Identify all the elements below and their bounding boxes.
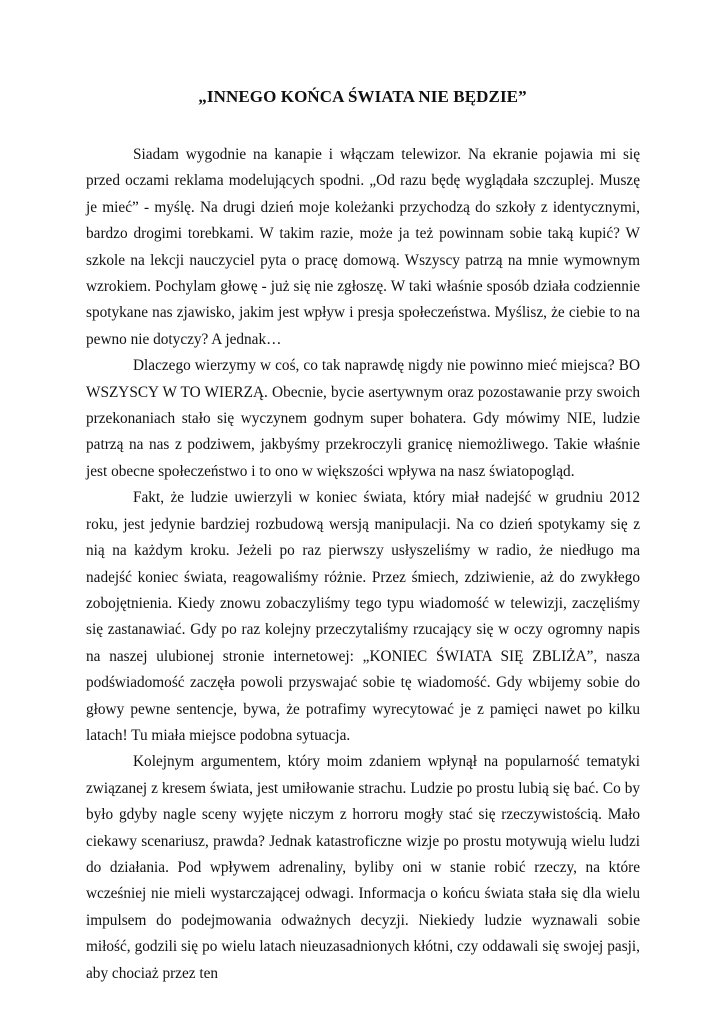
document-title: „INNEGO KOŃCA ŚWIATA NIE BĘDZIE”: [198, 87, 527, 106]
paragraph-2: Dlaczego wierzymy w coś, co tak naprawdę nigdy nie powinno mieć miejsca? BO WSZYSCY W TO WIERZĄ. Obecnie, bycie asertywnym oraz pozostawanie przy swoich przekonaniach stało się wyczynem godnym super bohatera. Gdy mówimy NIE, ludzie patrzą na nas z podziwem, jakbyśmy przekroczyli granicę niemożliwego. Takie właśnie jest obecne społeczeństwo i to ono w większości wpływa na nasz światopogląd.: [86, 357, 640, 480]
document-body: [86, 142, 640, 987]
paragraph-3: Fakt, że ludzie uwierzyli w koniec świata, który miał nadejść w grudniu 2012 roku, jest jedynie bardziej rozbudową wersją manipulacji. Na co dzień spotykamy się z nią na każdym kroku. Jeżeli po raz pierwszy usłyszeliśmy w radio, że niedługo ma nadejść koniec świata, reagowaliśmy różnie. Przez śmiech, zdziwienie, aż do zwykłego zobojętnienia. Kiedy znowu zobaczyliśmy tego typu wiadomość w telewizji, zaczęliśmy się zastanawiać. Gdy po raz kolejny przeczytaliśmy rzucający się w oczy ogromny napis na naszej ulubionej stronie internetowej: „KONIEC ŚWIATA SIĘ ZBLIŻA”, nasza podświadomość zaczęła powoli przyswajać sobie tę wiadomość. Gdy wbijemy sobie do głowy pewne sentencje, bywa, że potrafimy wyrecytować je z pamięci nawet po kilku latach! Tu miała miejsce podobna sytuacja.: [86, 489, 640, 744]
paragraph-1: Siadam wygodnie na kanapie i włączam telewizor. Na ekranie pojawia mi się przed oczami reklama modelujących spodni. „Od razu będę wyglądała szczuplej. Muszę je mieć” - myślę. Na drugi dzień moje koleżanki przychodzą do szkoły z identycznymi, bardzo drogimi torebkami. W takim razie, może ja też powinnam sobie taką kupić? W szkole na lekcji nauczyciel pyta o pracę domową. Wszyscy patrzą na mnie wymownym wzrokiem. Pochylam głowę - już się nie zgłoszę. W taki właśnie sposób działa codziennie spotykane nas zjawisko, jakim jest wpływ i presja społeczeństwa. Myślisz, że ciebie to na pewno nie dotyczy? A jednak…: [86, 146, 640, 348]
paragraph-4: Kolejnym argumentem, który moim zdaniem wpłynął na popularność tematyki związanej z kresem świata, jest umiłowanie strachu. Ludzie po prostu lubią się bać. Co by było gdyby nagle sceny wyjęte niczym z horroru mogły stać się rzeczywistością. Mało ciekawy scenariusz, prawda? Jednak katastroficzne wizje po prostu motywują wielu ludzi do działania. Pod wpływem adrenaliny, byliby oni w stanie robić rzeczy, na które wcześniej nie mieli wystarczającej odwagi. Informacja o końcu świata stała się dla wielu impulsem do podejmowania odważnych decyzji. Niekiedy ludzie wyznawali sobie miłość, godzili się po wielu latach nieuzasadnionych kłótni, czy oddawali się swojej pasji, aby chociaż przez ten: [86, 753, 640, 982]
